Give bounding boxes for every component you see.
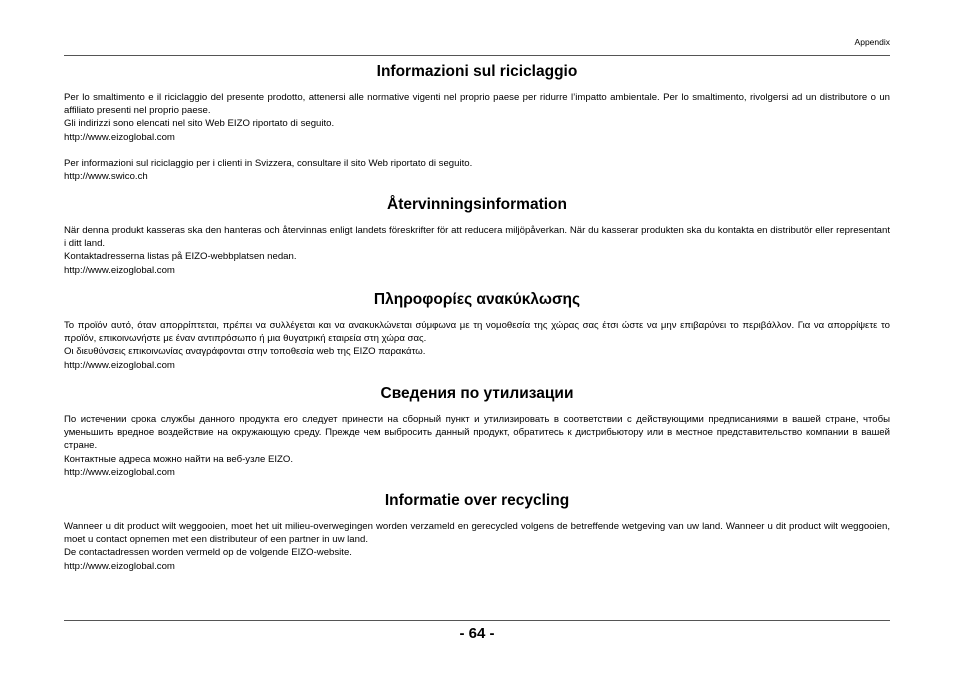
section-title: Informatie over recycling xyxy=(384,492,570,509)
paragraph: Wanneer u dit product wilt weggooien, moet het uit milieu-overwegingen worden verzameld en gerecycled volgens de betreffende wetgeving van uw land. Wanneer u dit product wilt weggooien, moet u contact opnemen met een distributeur of een partner in uw land. xyxy=(64,521,890,546)
section-swedish xyxy=(64,196,890,277)
url-text: http://www.eizoglobal.com xyxy=(64,131,175,143)
paragraph: Gli indirizzi sono elencati nel sito Web EIZO riportato di seguito. xyxy=(64,118,335,130)
header-rule xyxy=(64,55,890,56)
running-header: Appendix xyxy=(854,37,890,47)
url-text: http://www.eizoglobal.com xyxy=(64,560,175,572)
section-body xyxy=(64,319,890,372)
page-number: - 64 - xyxy=(459,625,495,642)
section-body xyxy=(64,224,890,277)
paragraph: Per informazioni sul riciclaggio per i clienti in Svizzera, consultare il sito Web riportato di seguito. xyxy=(64,157,473,169)
section-body xyxy=(64,413,890,479)
section-russian xyxy=(64,385,890,479)
section-dutch xyxy=(64,492,890,573)
section-title: Сведения по утилизации xyxy=(380,385,574,402)
paragraph: När denna produkt kasseras ska den hanteras och återvinnas enligt landets föreskrifter för att reducera miljöpåverkan. När du kasserar produkten ska du kontakta en distributör eller representant i ditt land. xyxy=(64,225,890,250)
url-text: http://www.swico.ch xyxy=(64,171,148,183)
section-italian xyxy=(64,63,890,183)
section-body xyxy=(64,520,890,573)
paragraph: Το προϊόν αυτό, όταν απορρίπτεται, πρέπει να συλλέγεται και να ανακυκλώνεται σύμφωνα με τη νομοθεσία της χώρας σας έτσι ώστε να μην επιβαρύνει το περιβάλλον. Για να απορρίψετε το προϊόν, επικοινωνήστε με έναν αντιπρόσωπο ή μια θυγατρική εταιρεία στη χώρα σας. xyxy=(64,320,890,345)
paragraph: Контактные адреса можно найти на веб-узле EIZO. xyxy=(64,453,294,465)
url-text: http://www.eizoglobal.com xyxy=(64,466,175,478)
url-text: http://www.eizoglobal.com xyxy=(64,359,175,371)
paragraph: Kontaktadresserna listas på EIZO-webbplatsen nedan. xyxy=(64,251,297,263)
paragraph: По истечении срока службы данного продукта его следует принести на сборный пункт и утилизировать в соответствии с действующими предписаниями в вашей стране, чтобы уменьшить вредное воздействие на окружающую среду. Прежде чем выбросить данный продукт, обратитесь к дистрибьютору или в местное представительство компании в вашей стране. xyxy=(64,414,890,452)
section-title: Återvinningsinformation xyxy=(387,196,567,213)
url-text: http://www.eizoglobal.com xyxy=(64,264,175,276)
footer-rule xyxy=(64,620,890,621)
paragraph: Per lo smaltimento e il riciclaggio del presente prodotto, attenersi alle normative vigenti nel proprio paese per ridurre l’impatto ambientale. Per lo smaltimento, rivolgersi ad un distributore o un affiliato presenti nel proprio paese. xyxy=(64,92,890,117)
section-title: Πληροφορίες ανακύκλωσης xyxy=(373,291,581,308)
section-greek xyxy=(64,291,890,372)
paragraph: Οι διευθύνσεις επικοινωνίας αναγράφονται στην τοποθεσία web της EIZO παρακάτω. xyxy=(64,346,426,358)
section-body xyxy=(64,91,890,183)
section-title: Informazioni sul riciclaggio xyxy=(376,63,578,80)
paragraph: De contactadressen worden vermeld op de volgende EIZO-website. xyxy=(64,547,352,559)
